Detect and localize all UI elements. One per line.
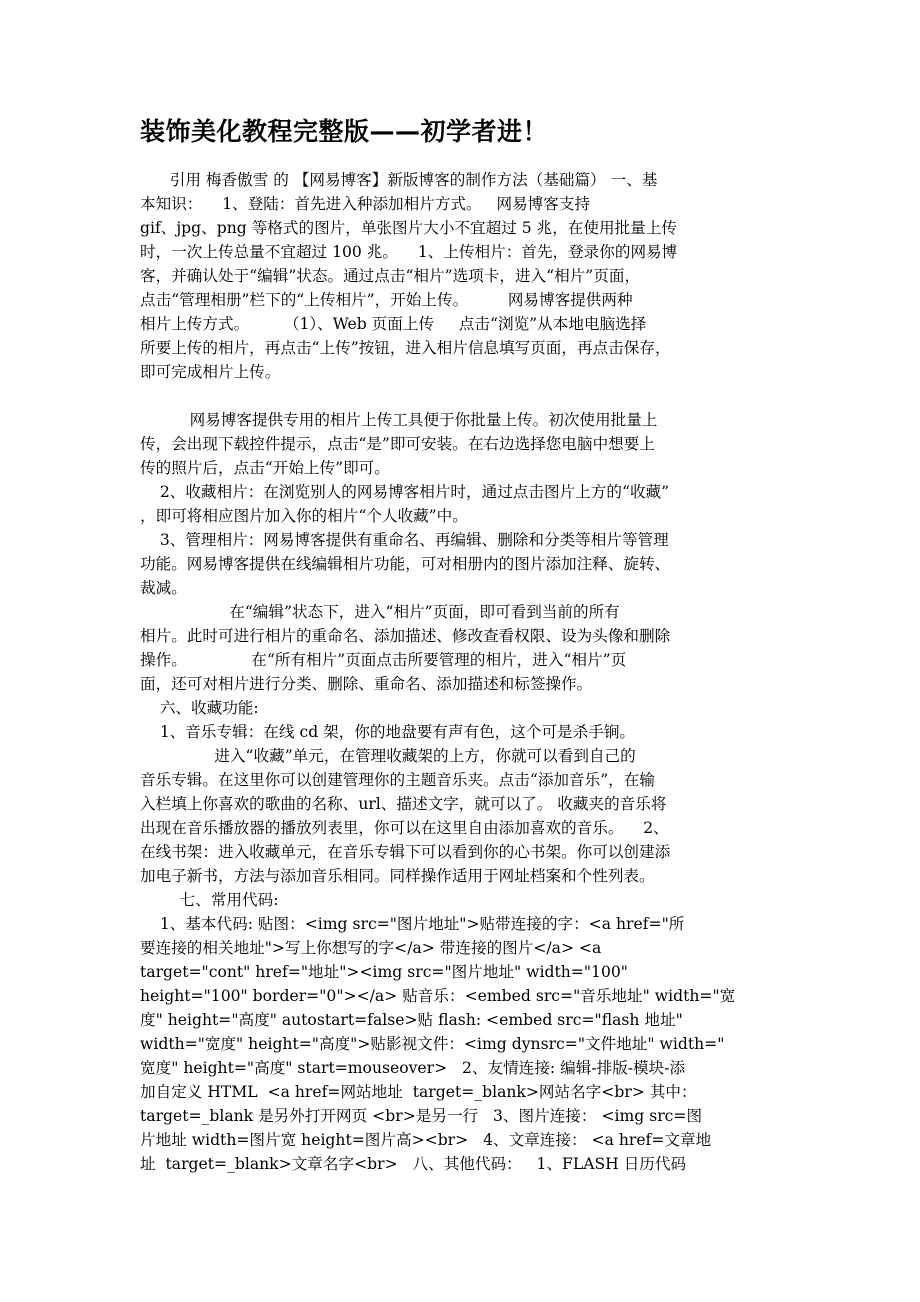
text-line: 传，会出现下载控件提示，点击“是”即可安装。在右边选择您电脑中想要上 [140, 435, 655, 453]
text-line: 引用 梅香傲雪 的 【网易博客】新版博客的制作方法（基础篇） 一、基 [140, 171, 658, 189]
text-line: 点击“管理相册”栏下的“上传相片”，开始上传。 网易博客提供两种 [140, 291, 633, 309]
text-line: width="宽度" height="高度">贴影视文件：<img dynsrc="文件地址" width=" [140, 1035, 725, 1053]
text-line: 六、收藏功能: [140, 699, 259, 717]
text-line: 功能。网易博客提供在线编辑相片功能，可对相册内的图片添加注释、旋转、 [140, 555, 671, 573]
text-line: 在线书架：进入收藏单元，在音乐专辑下可以看到你的心书架。你可以创建添 [140, 843, 671, 861]
text-line: 在“编辑”状态下，进入“相片”页面，即可看到当前的所有 [140, 603, 620, 621]
text-line: 进入“收藏”单元，在管理收藏架的上方，你就可以看到自己的 [140, 747, 636, 765]
text-line: 宽度" height="高度" start=mouseover> 2、友情连接: 编辑-排版-模块-添 [140, 1059, 686, 1077]
text-line: 度" height="高度" autostart=false>贴 flash: <embed src="flash 地址" [140, 1011, 683, 1029]
text-line: 本知识： 1、登陆：首先进入种添加相片方式。 网易博客支持 [140, 195, 591, 213]
paragraph-gap [140, 384, 780, 408]
document-title: 装饰美化教程完整版——初学者进！ [140, 117, 549, 146]
text-line: 网易博客提供专用的相片上传工具便于你批量上传。初次使用批量上 [140, 411, 658, 429]
text-line: 相片。此时可进行相片的重命名、添加描述、修改查看权限、设为头像和删除 [140, 627, 671, 645]
text-line: 出现在音乐播放器的播放列表里，你可以在这里自由添加喜欢的音乐。 2、 [140, 819, 669, 837]
text-line: target="cont" href="地址"><img src="图片地址" width="100" [140, 963, 628, 981]
text-line: 要连接的相关地址">写上你想写的字</a> 带连接的图片</a> <a [140, 939, 602, 957]
text-line: 操作。 在“所有相片”页面点击所要管理的相片，进入“相片”页 [140, 651, 627, 669]
text-line: 裁减。 [140, 579, 187, 597]
text-line: 1、基本代码: 贴图：<img src="图片地址">贴带连接的字：<a href="所 [140, 915, 685, 933]
text-line: 时，一次上传总量不宜超过 100 兆。 1、上传相片：首先，登录你的网易博 [140, 243, 678, 261]
text-line: target=_blank 是另外打开网页 <br>是另一行 3、图片连接： <img src=图 [140, 1107, 703, 1125]
text-line: 3、管理相片：网易博客提供有重命名、再编辑、删除和分类等相片等管理 [140, 531, 669, 549]
text-line: gif、jpg、png 等格式的图片，单张图片大小不宜超过 5 兆，在使用批量上传 [140, 219, 677, 237]
text-line: 即可完成相片上传。 [140, 363, 281, 381]
text-line: 面，还可对相片进行分类、删除、重命名、添加描述和标签操作。 [140, 675, 593, 693]
text-line: 七、常用代码: [140, 891, 279, 909]
text-line: height="100" border="0"></a> 贴音乐：<embed src="音乐地址" width="宽 [140, 987, 736, 1005]
document-body [140, 168, 780, 1176]
text-line: 加电子新书，方法与添加音乐相同。同样操作适用于网址档案和个性列表。 [140, 867, 655, 885]
text-line: 传的照片后，点击“开始上传”即可。 [140, 459, 390, 477]
text-line: 相片上传方式。 （1）、Web 页面上传 点击“浏览”从本地电脑选择 [140, 315, 647, 333]
text-line: 址 target=_blank>文章名字<br> 八、其他代码： 1、FLASH 日历代码 [140, 1155, 687, 1173]
text-line: ，即可将相应图片加入你的相片“个人收藏”中。 [140, 507, 468, 525]
text-line: 片地址 width=图片宽 height=图片高><br> 4、文章连接： <a href=文章地 [140, 1131, 712, 1149]
text-line: 加自定义 HTML <a href=网站地址 target=_blank>网站名字<br> 其中： [140, 1083, 697, 1101]
text-line: 所要上传的相片，再点击“上传”按钮，进入相片信息填写页面，再点击保存， [140, 339, 671, 357]
text-line: 2、收藏相片：在浏览别人的网易博客相片时，通过点击图片上方的“收藏” [140, 483, 670, 501]
text-line: 客，并确认处于“编辑”状态。通过点击“相片”选项卡，进入“相片”页面， [140, 267, 641, 285]
text-line: 音乐专辑。在这里你可以创建管理你的主题音乐夹。点击“添加音乐”，在输 [140, 771, 655, 789]
text-line: 1、音乐专辑：在线 cd 架，你的地盘要有声有色，这个可是杀手锏。 [140, 723, 636, 741]
text-line: 入栏填上你喜欢的歌曲的名称、url、描述文字，就可以了。 收藏夹的音乐将 [140, 795, 667, 813]
